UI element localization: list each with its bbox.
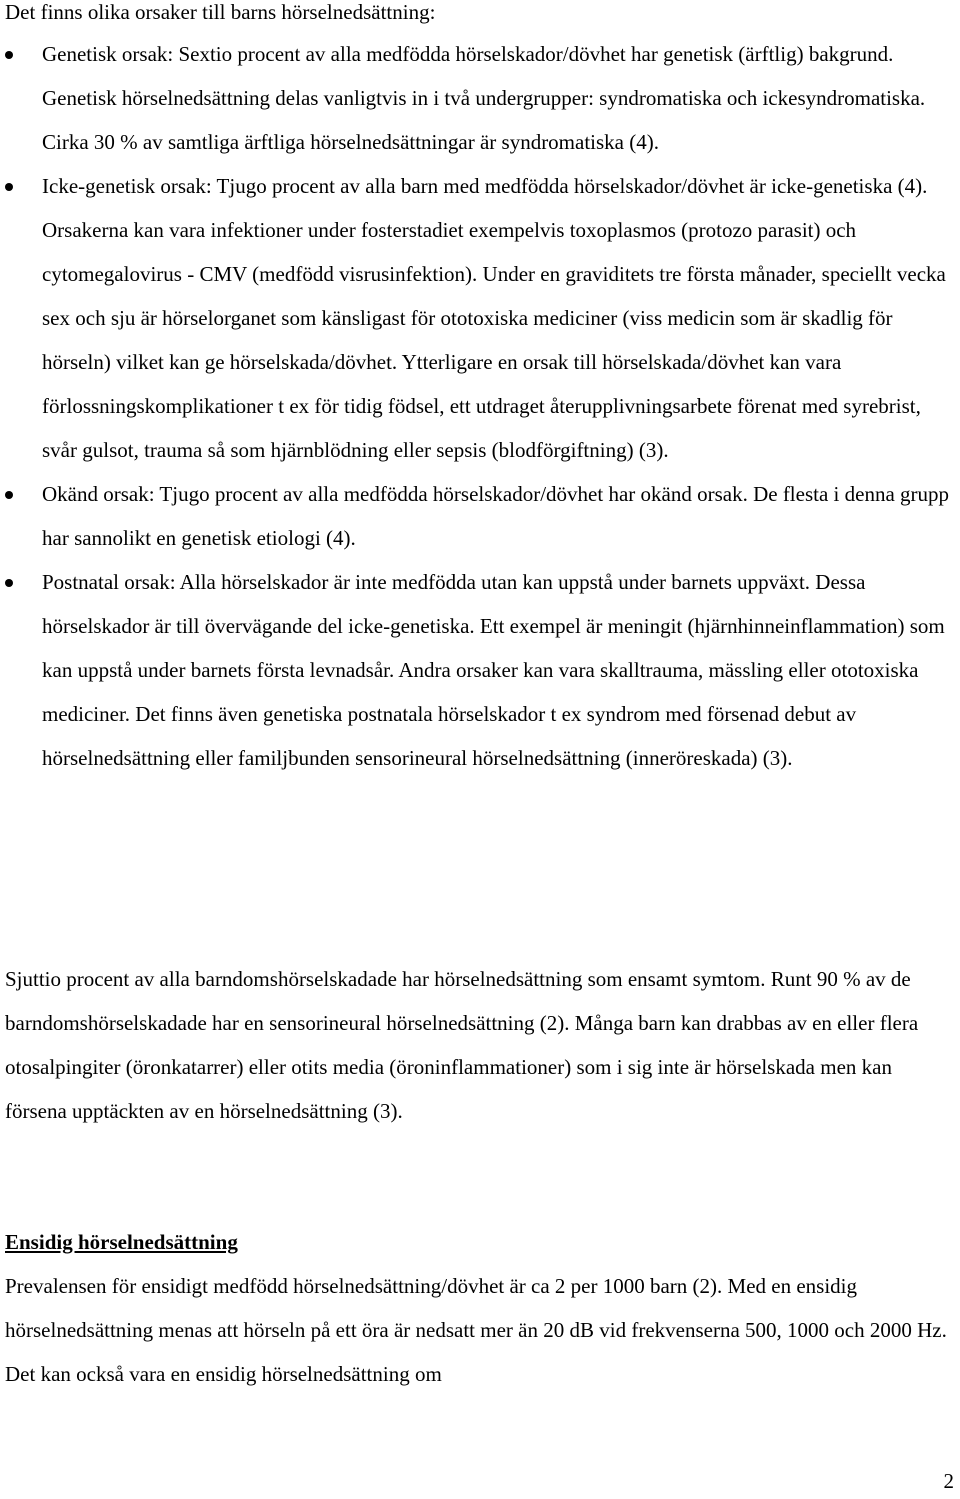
list-item-postnatal [0,560,960,780]
paragraph-unilateral: Prevalensen för ensidigt medfödd hörselnedsättning/dövhet är ca 2 per 1000 barn (2). Med en ensidig hörselnedsättning menas att hörseln på ett öra är nedsatt mer än 20 dB vid frekvenserna 500, 1000 och 2000 Hz. Det kan också vara en ensidig hörselnedsättning om [5,1274,947,1386]
list-item-text: Icke-genetisk orsak: Tjugo procent av alla barn med medfödda hörselskador/dövhet är icke-genetiska (4). Orsakerna kan vara infektioner under fosterstadiet exempelvis toxoplasmos (protozo parasit) och cytomegalovirus - CMV (medfödd visrusinfektion). Under en graviditets tre första månader, speciellt vecka sex och sju är hörselorganet som känsligast för ototoxiska mediciner (viss medicin som är skadlig för hörseln) vilket kan ge hörselskada/dövhet. Ytterligare en orsak till hörselskada/dövhet kan vara förlossningskomplikationer t ex för tidig födsel, ett utdraget återupplivningsarbete förenat med syrebrist, svår gulsot, trauma så som hjärnblödning eller sepsis (blodförgiftning) (3). [42,174,946,462]
bullet-icon [5,183,13,191]
list-item-genetic [0,32,960,164]
page-number: 2 [943,1469,954,1493]
bullet-icon [5,579,13,587]
list-item-text: Genetisk orsak: Sextio procent av alla medfödda hörselskador/dövhet har genetisk (ärftlig) bakgrund. Genetisk hörselnedsättning delas vanligtvis in i två undergrupper: syndromatiska och ickesyndromatiska. Cirka 30 % av samtliga ärftliga hörselnedsättningar är syndromatiska (4). [42,42,926,154]
list-item-text: Okänd orsak: Tjugo procent av alla medfödda hörselskador/dövhet har okänd orsak. De flesta i denna grupp har sannolikt en genetisk etiologi (4). [42,482,950,550]
section-heading: Ensidig hörselnedsättning [5,1230,238,1254]
list-item-non-genetic [0,164,960,472]
bullet-icon [5,51,13,59]
bullet-icon [5,491,13,499]
list-item-unknown [0,472,960,560]
cause-list [0,32,960,780]
intro-text: Det finns olika orsaker till barns hörselnedsättning: [5,0,436,24]
list-item-text: Postnatal orsak: Alla hörselskador är inte medfödda utan kan uppstå under barnets uppväxt. Dessa hörselskador är till övervägande del icke-genetiska. Ett exempel är meningit (hjärnhinneinflammation) som kan uppstå under barnets första levnadsår. Andra orsaker kan vara skalltrauma, mässling eller ototoxiska mediciner. Det finns även genetiska postnatala hörselskador t ex syndrom med försenad debut av hörselnedsättning eller familjbunden sensorineural hörselnedsättning (inneröreskada) (3). [42,570,945,770]
paragraph-symptoms: Sjuttio procent av alla barndomshörselskadade har hörselnedsättning som ensamt symtom. Runt 90 % av de barndomshörselskadade har en sensorineural hörselnedsättning (2). Många barn kan drabbas av en eller flera otosalpingiter (öronkatarrer) eller otits media (öroninflammationer) som i sig inte är hörselskada men kan försena upptäckten av en hörselnedsättning (3). [5,967,919,1123]
